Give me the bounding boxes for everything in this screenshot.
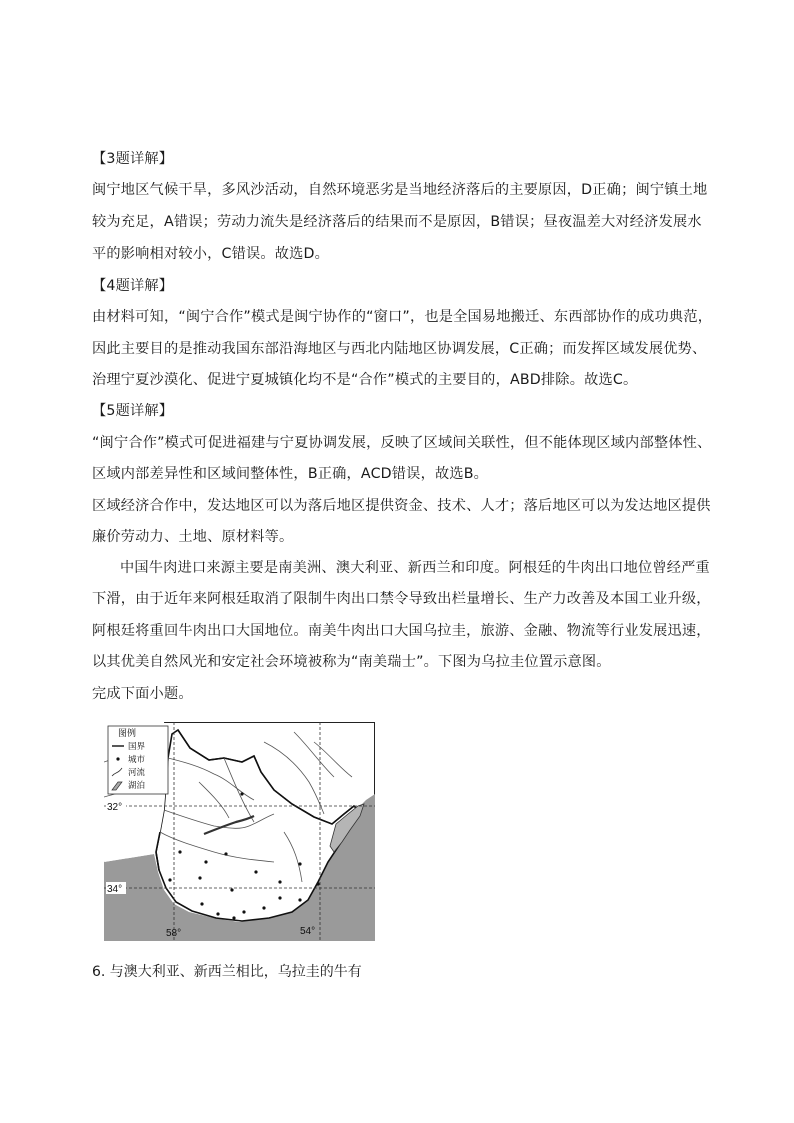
section-text-line: 闽宁地区气候干旱，多风沙活动，自然环境恶劣是当地经济落后的主要原因，D正确；闽宁镇土地 bbox=[92, 182, 708, 198]
lon-label-58: 58° bbox=[166, 928, 182, 939]
passage-instruction: 完成下面小题。 bbox=[92, 686, 193, 702]
uruguay-location-map bbox=[104, 722, 375, 941]
section-heading-4: 【4题详解】 bbox=[92, 278, 174, 294]
section-text-line: 廉价劳动力、土地、原材料等。 bbox=[92, 529, 294, 545]
section-text-line: 由材料可知，“闽宁合作”模式是闽宁协作的“窗口”，也是全国易地搬迁、东西部协作的成功典范， bbox=[92, 309, 713, 325]
legend-item-border: 国界 bbox=[128, 741, 146, 751]
passage-line: 中国牛肉进口来源主要是南美洲、澳大利亚、新西兰和印度。阿根廷的牛肉出口地位曾经严重 bbox=[120, 560, 710, 576]
section-text-line: 区域内部差异性和区域间整体性，B正确，ACD错误，故选B。 bbox=[92, 466, 489, 482]
section-text-line: 较为充足，A错误；劳动力流失是经济落后的结果而不是原因，B错误；昼夜温差大对经济发展水 bbox=[92, 214, 702, 230]
legend-item-lake: 湖泊 bbox=[128, 780, 146, 790]
legend-item-river: 河流 bbox=[128, 767, 146, 777]
section-text-line: 因此主要目的是推动我国东部沿海地区与西北内陆地区协调发展，C正确；而发挥区域发展优势、 bbox=[92, 341, 707, 357]
legend-item-city: 城市 bbox=[128, 754, 146, 764]
lon-label-54: 54° bbox=[300, 926, 316, 937]
lat-label-32: 32° bbox=[107, 802, 123, 813]
legend-title: 图例 bbox=[118, 728, 137, 738]
section-text-line: “闽宁合作”模式可促进福建与宁夏协调发展，反映了区域间关联性，但不能体现区域内部整体性、 bbox=[92, 435, 712, 451]
section-text-line: 平的影响相对较小，C错误。故选D。 bbox=[92, 246, 330, 262]
section-heading-3: 【3题详解】 bbox=[92, 151, 174, 167]
lat-label-34: 34° bbox=[107, 884, 123, 895]
city-legend-icon bbox=[116, 757, 119, 760]
passage-line: 下滑，由于近年来阿根廷取消了限制牛肉出口禁令导致出栏量增长、生产力改善及本国工业升级， bbox=[92, 591, 711, 607]
passage-line: 阿根廷将重回牛肉出口大国地位。南美牛肉出口大国乌拉圭，旅游、金融、物流等行业发展迅速， bbox=[92, 623, 711, 639]
question-6: 6. 与澳大利亚、新西兰相比，乌拉圭的牛有 bbox=[92, 964, 362, 980]
section-text-line: 治理宁夏沙漠化、促进宁夏城镇化均不是“合作”模式的主要目的，ABD排除。故选C。 bbox=[92, 372, 638, 388]
section-heading-5: 【5题详解】 bbox=[92, 403, 174, 419]
passage-line: 以其优美自然风光和安定社会环境被称为“南美瑞士”。下图为乌拉圭位置示意图。 bbox=[92, 654, 611, 670]
section-text-line: 区域经济合作中，发达地区可以为落后地区提供资金、技术、人才；落后地区可以为发达地区提供 bbox=[92, 498, 711, 514]
